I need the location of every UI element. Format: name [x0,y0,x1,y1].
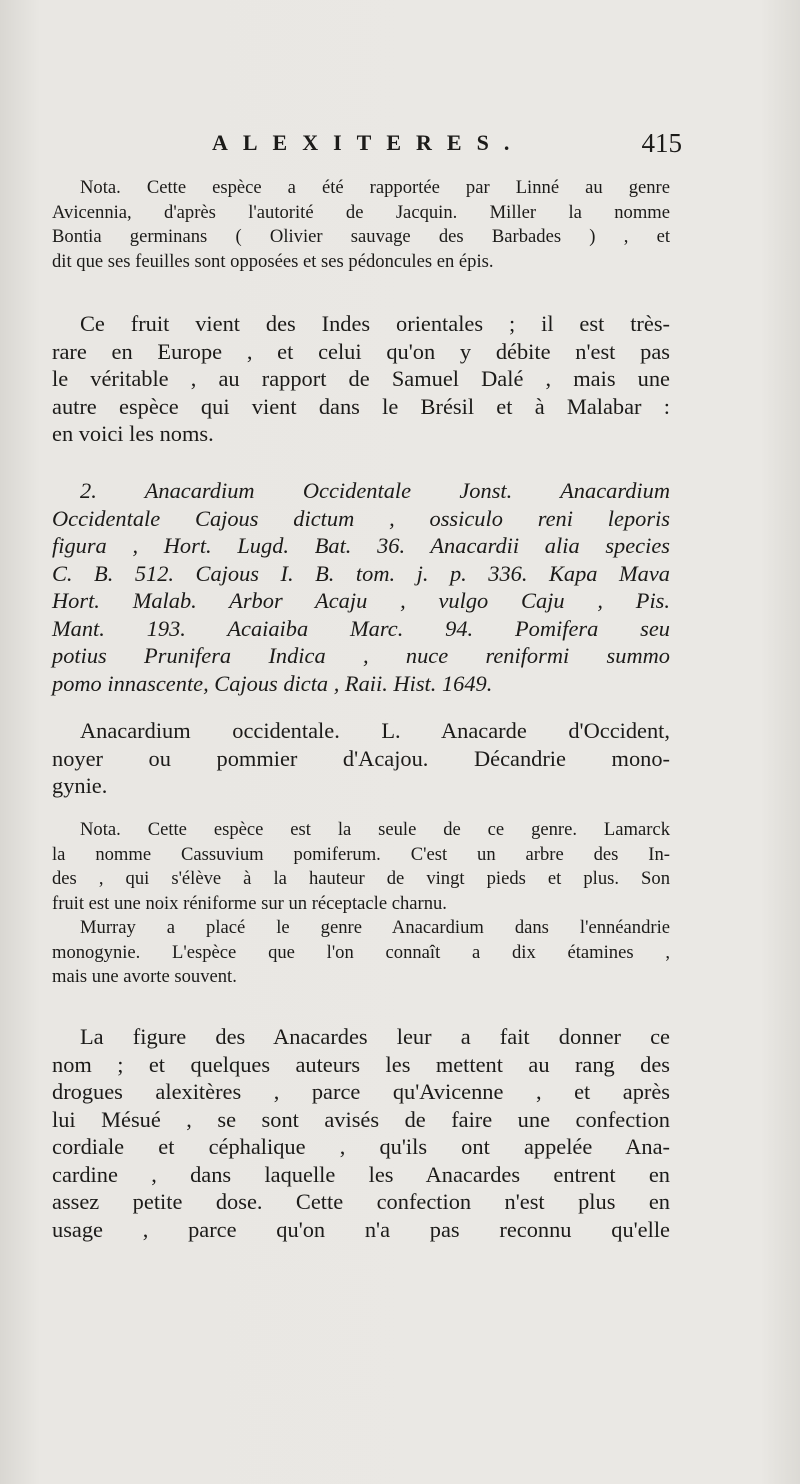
note-lamarck [52,818,670,990]
paragraph-origin [52,310,670,448]
text-line: monogynie. L'espèce que l'on connaît a dix étamines , [52,941,670,963]
text-line: Bontia germinans ( Olivier sauvage des Barbades ) , et [52,226,670,247]
text-line: en voici les noms. [52,421,214,446]
text-line: potius Prunifera Indica , nuce reniformi summo [52,643,670,668]
text-line: Hort. Malab. Arbor Acaju , vulgo Caju , Pis. [52,588,670,613]
text-line: cardine , dans laquelle les Anacardes entrent en [52,1161,670,1187]
text-line: Anacardium occidentale. L. Anacarde d'Occident, [80,718,670,743]
running-title: ALEXITERES. [212,130,525,155]
text-line: Occidentale Cajous dictum , ossiculo reni leporis [52,505,670,531]
text-line: C. B. 512. Cajous I. B. tom. j. p. 336. Kapa Mava [52,560,670,586]
text-line: Nota. Cette espèce est la seule de ce genre. Lamarck [80,819,670,840]
text-line: Murray a placé le genre Anacardium dans l'ennéandrie [80,917,670,938]
text-line: fruit est une noix réniforme sur un réceptacle charnu. [52,892,447,914]
text-line: La figure des Anacardes leur a fait donner ce [80,1024,670,1049]
text-line: rare en Europe , et celui qu'on y débite n'est pas [52,338,670,364]
text-line: assez petite dose. Cette confection n'est plus en [52,1189,670,1214]
text-line: autre espèce qui vient dans le Brésil et à Malabar : [52,393,670,419]
text-line: dit que ses feuilles sont opposées et ses pédoncules en épis. [52,250,494,272]
text-line: mais une avorte souvent. [52,966,237,987]
text-line: noyer ou pommier d'Acajou. Décandrie mono- [52,745,670,771]
note-avicennia [52,176,670,274]
text-line: Avicennia, d'après l'autorité de Jacquin. Miller la nomme [52,201,670,223]
text-line: Mant. 193. Acaiaiba Marc. 94. Pomifera seu [52,615,670,641]
page-header [212,128,682,168]
text-line: la nomme Cassuvium pomiferum. C'est un arbre des In- [52,843,670,865]
paragraph-name-origin [52,1023,670,1243]
text-line: Ce fruit vient des Indes orientales ; il est très- [80,311,670,336]
text-line: lui Mésué , se sont avisés de faire une confection [52,1106,670,1132]
text-line: cordiale et céphalique , qu'ils ont appelée Ana- [52,1134,670,1159]
text-line: pomo innascente, Cajous dicta , Raii. Hist. 1649. [52,670,493,696]
text-line: Nota. Cette espèce a été rapportée par Linné au genre [80,177,670,198]
text-line: figura , Hort. Lugd. Bat. 36. Anacardii alia species [52,533,670,558]
text-line: des , qui s'élève à la hauteur de vingt pieds et plus. Son [52,868,670,889]
text-line: 2. Anacardium Occidentale Jonst. Anacardium [80,478,670,503]
text-line: usage , parce qu'on n'a pas reconnu qu'elle [52,1216,670,1242]
synonym-list [52,477,670,697]
text-line: le véritable , au rapport de Samuel Dalé , mais une [52,366,670,391]
linnaean-name [52,717,670,800]
text-line: nom ; et quelques auteurs les mettent au rang des [52,1051,670,1077]
text-line: gynie. [52,773,108,798]
page-number: 415 [641,128,682,158]
text-line: drogues alexitères , parce qu'Avicenne , et après [52,1079,670,1104]
